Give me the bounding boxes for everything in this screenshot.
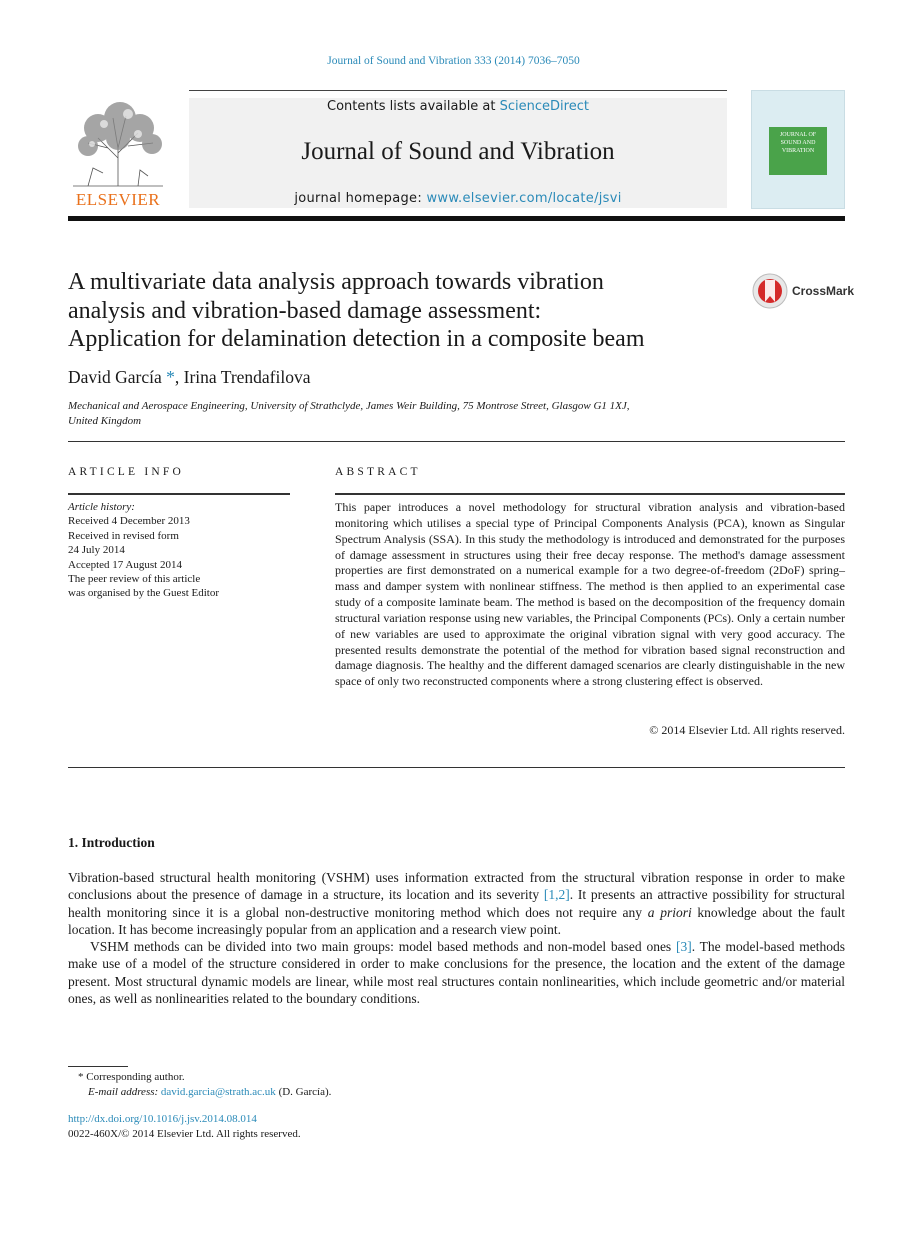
history-item: was organised by the Guest Editor [68,587,220,600]
author-list [68,367,311,388]
affiliation-line: Mechanical and Aerospace Engineering, University of Strathclyde, James Weir Building, 75 Montrose Street, Glasgow G1 1XJ, [68,400,630,412]
email-link[interactable]: david.garcia@strath.ac.uk [160,1085,276,1098]
paragraph [68,869,845,938]
running-head[interactable]: Journal of Sound and Vibration 333 (2014) 7036–7050 [327,55,580,67]
section-heading-introduction: 1. Introduction [68,835,155,850]
doi-block [68,1112,301,1141]
cover-title: JOURNAL OF SOUND AND VIBRATION [779,132,817,154]
footnote-mark: * [78,1071,84,1083]
title-line: Application for delamination detection in a composite beam [68,326,645,352]
history-item: Received 4 December 2013 [68,515,190,528]
history-item: Accepted 17 August 2014 [68,558,182,571]
masthead-top-rule [189,90,727,91]
corresponding-footnote [68,1070,668,1085]
footnotes [68,1070,668,1099]
section-divider [68,767,845,768]
introduction-body [68,869,845,1007]
paragraph-text: VSHM methods can be divided into two main groups: model based methods and non-model based ones [90,939,676,955]
section-divider [68,441,845,442]
footnote-text: Corresponding author. [83,1071,185,1083]
corresponding-author-mark[interactable]: * [166,367,175,387]
journal-title: Journal of Sound and Vibration [301,138,615,165]
abstract-copyright: © 2014 Elsevier Ltd. All rights reserved. [649,723,845,737]
contents-line [189,99,727,114]
paragraph-text: . It presents an attractive possibility for structural health monitoring since it is a global non-destructive monitoring method which does not require any [68,887,845,920]
abstract-heading: ABSTRACT [335,466,421,478]
paragraph [68,938,845,1007]
email-label: E-mail address: [88,1085,161,1098]
article-info-rule [68,493,290,495]
sciencedirect-link[interactable]: ScienceDirect [499,99,589,114]
article-history [68,500,298,601]
homepage-prefix: journal homepage: [294,191,427,206]
abstract-text: This paper introduces a novel methodology for structural vibration analysis and vibration-based monitoring which utilises a special type of Principal Components Analysis (PCA), known as Singular Spectrum Analysis (SSA). In this study the methodology is introduced and demonstrated for the purposes of damage assessment in structures using their free decay response. The method's damage assessment properties are first demonstrated on a numerical example for a two degree-of-freedom (2DoF) spring–mass and damper system with nonlinear stiffness. The method is then applied to an experimental case study of a composite laminate beam. The method is based on the decomposition of the frequency domain structural variation response using new variables, the Principal Components (PCs). Only a certain number of new variables are used to approximate the original vibration signal with very good accuracy. The presented results demonstrate the potential of the method for vibration based signal reconstruction and damage diagnosis. The healthy and the different damaged scenarios are clearly distinguishable in the new space of only two reconstructed components where a strong clustering effect is observed. [335,500,845,689]
contents-prefix: Contents lists available at [327,99,500,114]
affiliation [68,399,708,428]
footnote-rule [68,1066,128,1067]
homepage-line [189,191,727,206]
homepage-link[interactable]: www.elsevier.com/locate/jsvi [426,191,622,206]
affiliation-line: United Kingdom [68,414,142,427]
abstract-rule [335,493,845,495]
masthead-bottom-rule [68,216,845,221]
email-footnote [68,1085,668,1100]
doi-link[interactable]: http://dx.doi.org/10.1016/j.jsv.2014.08.014 [68,1113,257,1125]
author-name: David García [68,367,162,387]
paragraph-text: Vibration-based structural health monitoring (VSHM) uses information extracted from the structural vibration response in order to make conclusions about the presence of damage in a structure, its location and its severity [68,870,845,903]
author-name: Irina Trendafilova [183,367,311,387]
author-separator: , [174,367,184,387]
history-item: The peer review of this article [68,573,201,586]
paragraph-text: . The model-based methods make use of a model of the structure considered in order to make conclusions for the presence, the location and the extent of the damage present. Most structural dynamic models are linear, while most real structures contain nonlinearities, which include geometric and/or material ones, as well as nonlinearities related to the boundary conditions. [68,939,845,1007]
history-item: 24 July 2014 [68,544,125,557]
elsevier-wordmark: ELSEVIER [75,190,161,209]
article-title [68,268,748,354]
citation-link[interactable]: [3] [676,939,692,955]
history-label: Article history: [68,501,135,513]
citation-link[interactable]: [1,2] [543,887,570,903]
emphasis: a priori [647,904,692,920]
title-line: analysis and vibration-based damage assessment: [68,297,542,324]
paragraph-text: knowledge about the fault location. It has become increasingly popular from an application and a research view point. [68,904,845,937]
article-info-heading: ARTICLE INFO [68,466,184,478]
history-item: Received in revised form [68,529,179,542]
journal-cover-thumbnail[interactable] [751,90,845,209]
issn-line: 0022-460X/© 2014 Elsevier Ltd. All rights reserved. [68,1127,301,1140]
crossmark-label[interactable]: CrossMark [792,284,855,298]
email-owner: (D. García). [275,1085,332,1098]
title-line: A multivariate data analysis approach towards vibration [68,269,604,295]
